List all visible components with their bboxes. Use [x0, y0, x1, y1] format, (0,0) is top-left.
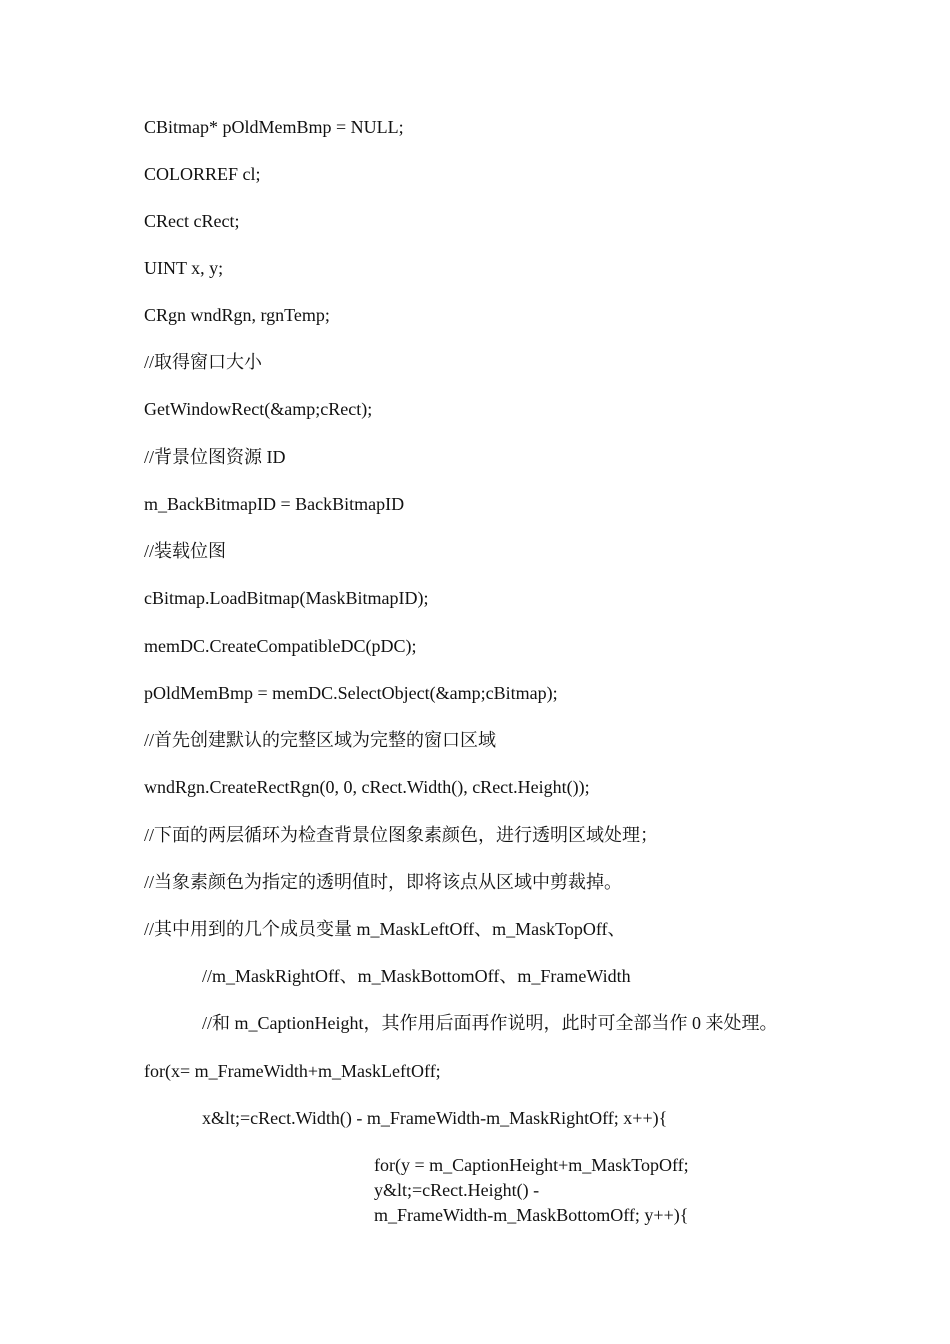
code-line: y&lt;=cRect.Height() - — [374, 1180, 540, 1200]
code-line: m_FrameWidth-m_MaskBottomOff; y++){ — [374, 1205, 689, 1225]
code-line: m_BackBitmapID = BackBitmapID — [144, 494, 405, 514]
code-line: for(y = m_CaptionHeight+m_MaskTopOff; — [374, 1155, 689, 1175]
code-line: GetWindowRect(&amp;cRect); — [144, 399, 373, 419]
comment-line: //下面的两层循环为检查背景位图象素颜色，进行透明区域处理； — [144, 825, 658, 845]
comment-line: //首先创建默认的完整区域为完整的窗口区域 — [144, 730, 496, 750]
code-line: COLORREF cl; — [144, 164, 261, 184]
code-line: memDC.CreateCompatibleDC(pDC); — [144, 636, 417, 656]
code-line: CRect cRect; — [144, 211, 240, 231]
code-line: CRgn wndRgn, rgnTemp; — [144, 305, 330, 325]
comment-line: //m_MaskRightOff、m_MaskBottomOff、m_FrameWidth — [202, 966, 631, 986]
comment-line: //取得窗口大小 — [144, 352, 263, 372]
comment-line: //当象素颜色为指定的透明值时，即将该点从区域中剪裁掉。 — [144, 872, 622, 892]
code-line: wndRgn.CreateRectRgn(0, 0, cRect.Width(), cRect.Height()); — [144, 777, 590, 797]
code-line: cBitmap.LoadBitmap(MaskBitmapID); — [144, 588, 429, 608]
comment-line: //其中用到的几个成员变量 m_MaskLeftOff、m_MaskTopOff、 — [144, 919, 626, 939]
comment-line: //背景位图资源 ID — [144, 447, 286, 467]
code-line: UINT x, y; — [144, 258, 224, 278]
code-line: CBitmap* pOldMemBmp = NULL; — [144, 117, 404, 137]
code-line: pOldMemBmp = memDC.SelectObject(&amp;cBitmap); — [144, 683, 558, 703]
code-line: x&lt;=cRect.Width() - m_FrameWidth-m_MaskRightOff; x++){ — [202, 1108, 668, 1128]
code-line: for(x= m_FrameWidth+m_MaskLeftOff; — [144, 1061, 441, 1081]
comment-line: //和 m_CaptionHeight，其作用后面再作说明，此时可全部当作 0 来处理。 — [202, 1013, 778, 1033]
comment-line: //装载位图 — [144, 541, 227, 561]
